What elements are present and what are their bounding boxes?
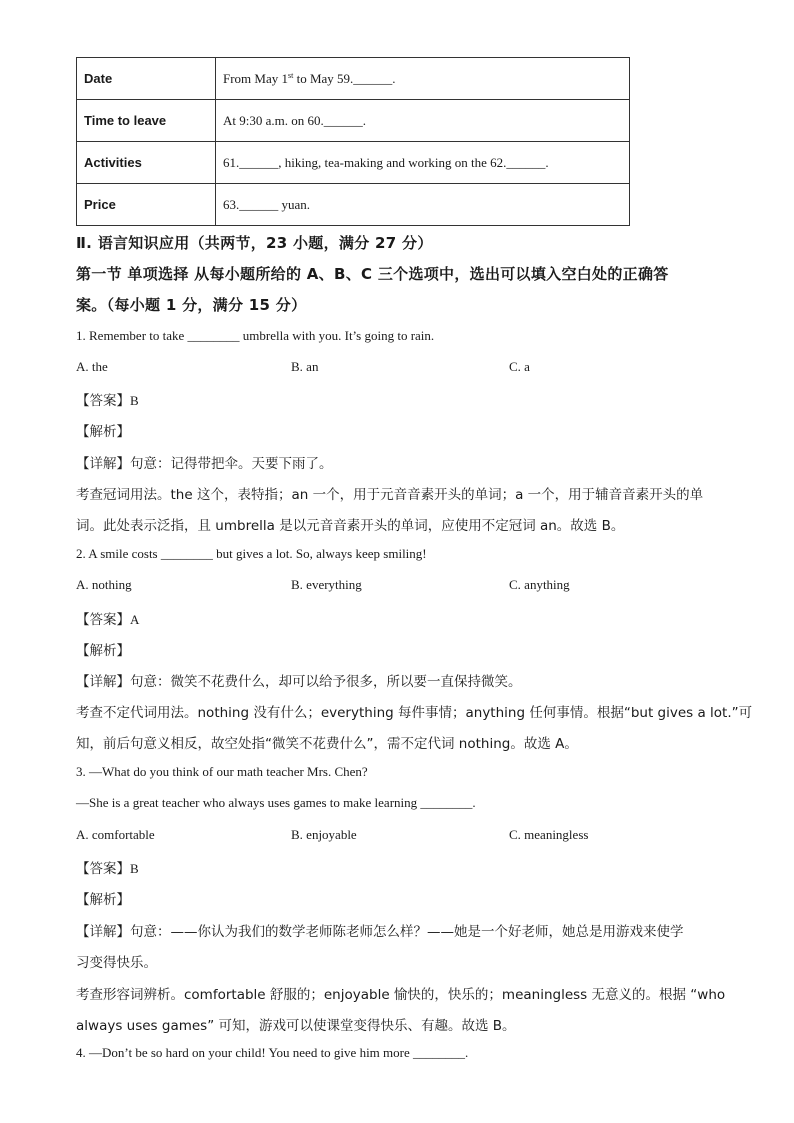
question-1-stem: 1. Remember to take ________ umbrella with you. It’s going to rain. (76, 328, 435, 343)
table-row (77, 184, 630, 226)
section-instruction: 第一节 单项选择 从每小题所给的 A、B、C 三个选项中，选出可以填入空白处的正确答 (76, 265, 669, 283)
detail-line: 【详解】句意：记得带把伞。天要下雨了。 (76, 456, 333, 472)
question-3-stem: 3. —What do you think of our math teacher Mrs. Chen? (76, 764, 368, 779)
table-value: 61.______, hiking, tea-making and working on the 62.______. (216, 142, 630, 184)
table-value: From May 1st to May 59.______. (216, 58, 630, 100)
table-key: Activities (77, 142, 216, 184)
answer-value: A (130, 612, 140, 627)
table-value: At 9:30 a.m. on 60.______. (216, 100, 630, 142)
option-b: B. enjoyable (291, 827, 357, 842)
trip-info-table (76, 57, 630, 226)
option-c: C. a (509, 359, 530, 374)
table-row (77, 100, 630, 142)
explanation-line: 知，前后句意义相反，故空处指“微笑不花费什么”，需不定代词 nothing。故选 A。 (76, 736, 578, 752)
table-row (77, 142, 630, 184)
answer-line: 【答案】A (76, 612, 140, 628)
answer-value: B (130, 393, 139, 408)
option-b: B. an (291, 359, 319, 374)
question-4-stem: 4. —Don’t be so hard on your child! You need to give him more ________. (76, 1045, 469, 1060)
detail-line: 【详解】句意：——你认为我们的数学老师陈老师怎么样？——她是一个好老师，她总是用游戏来使学 (76, 924, 684, 940)
explanation-line: 词。此处表示泛指，且 umbrella 是以元音音素开头的单词，应使用不定冠词 an。故选 B。 (76, 518, 625, 534)
table-row (77, 58, 630, 100)
explanation-line: 考查冠词用法。the 这个，表特指；an 一个，用于元音音素开头的单词；a 一个，用于辅音音素开头的单 (76, 487, 704, 503)
table-key: Date (77, 58, 216, 100)
table-key: Price (77, 184, 216, 226)
question-3-stem-cont: —She is a great teacher who always uses games to make learning ________. (76, 795, 476, 810)
answer-value: B (130, 861, 139, 876)
option-a: A. the (76, 359, 108, 374)
analysis-label: 【解析】 (76, 892, 130, 908)
detail-line-cont: 习变得快乐。 (76, 955, 157, 971)
option-c: C. anything (509, 577, 570, 592)
question-2-stem: 2. A smile costs ________ but gives a lot. So, always keep smiling! (76, 546, 427, 561)
table-key: Time to leave (77, 100, 216, 142)
option-a: A. nothing (76, 577, 132, 592)
explanation-line: 考查形容词辨析。comfortable 舒服的；enjoyable 愉快的，快乐的；meaningless 无意义的。根据 “who (76, 987, 726, 1003)
option-a: A. comfortable (76, 827, 155, 842)
explanation-line: 考查不定代词用法。nothing 没有什么；everything 每件事情；anything 任何事情。根据“but gives a lot.”可 (76, 705, 753, 721)
explanation-line: always uses games” 可知，游戏可以使课堂变得快乐、有趣。故选 B。 (76, 1018, 516, 1034)
section-title: Ⅱ. 语言知识应用（共两节，23 小题，满分 27 分） (76, 234, 433, 252)
section-instruction-cont: 案。（每小题 1 分，满分 15 分） (76, 296, 307, 314)
analysis-label: 【解析】 (76, 643, 130, 659)
answer-line: 【答案】B (76, 861, 139, 877)
analysis-label: 【解析】 (76, 424, 130, 440)
option-c: C. meaningless (509, 827, 589, 842)
option-b: B. everything (291, 577, 362, 592)
table-value: 63.______ yuan. (216, 184, 630, 226)
answer-line: 【答案】B (76, 393, 139, 409)
detail-line: 【详解】句意：微笑不花费什么，却可以给予很多，所以要一直保持微笑。 (76, 674, 522, 690)
